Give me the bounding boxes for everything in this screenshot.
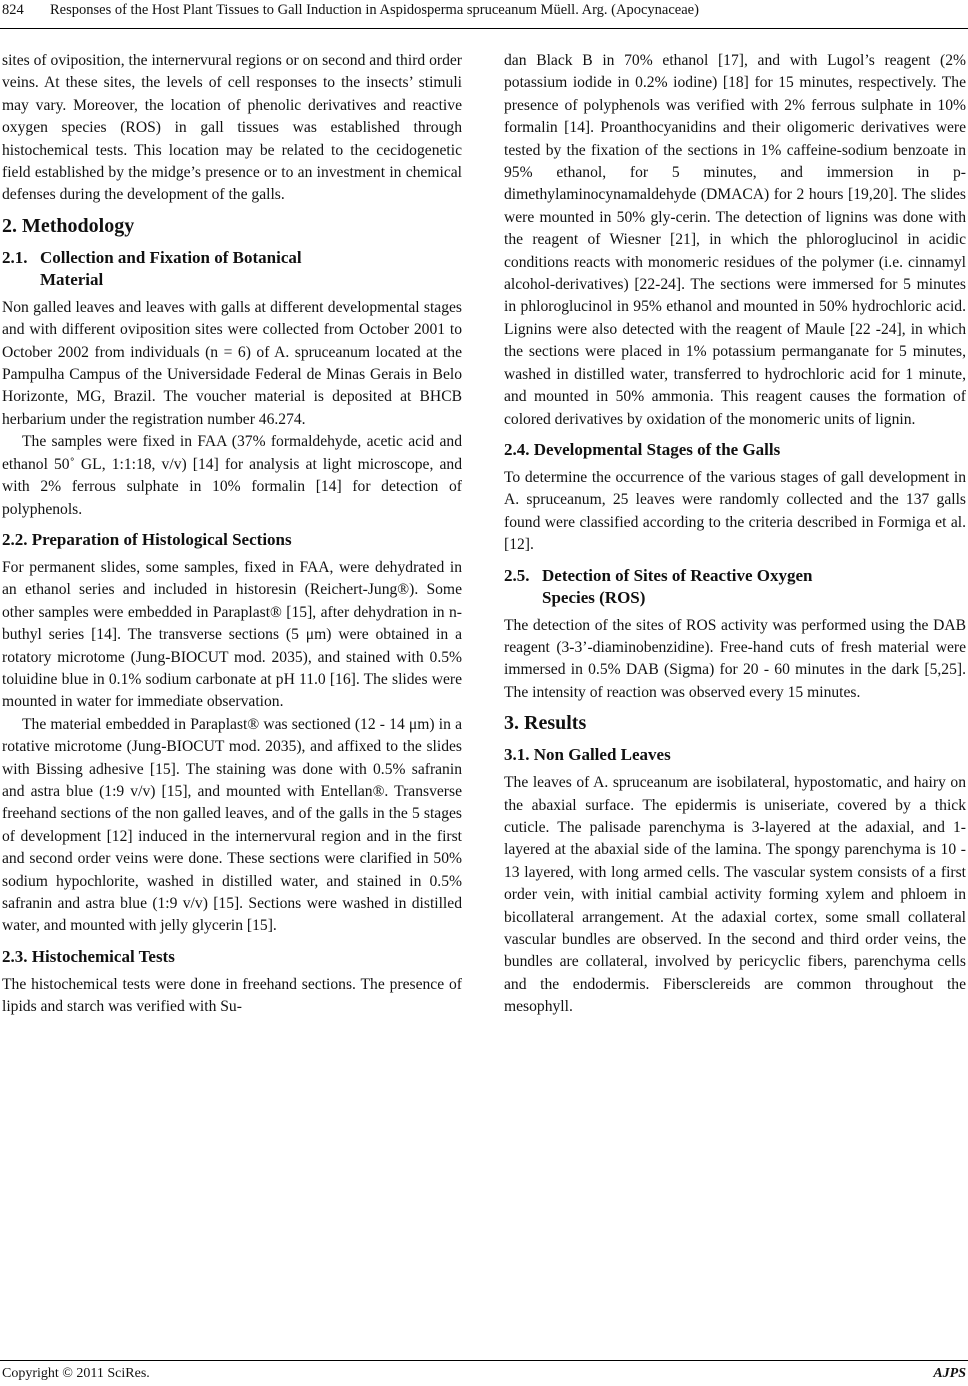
paragraph-ros: The detection of the sites of ROS activity was performed using the DAB reagent (3-3’-diaminobenzidine). Free-hand cuts of fresh material were immersed in 0.5% DAB (Sigma) for 20 - 60 minutes in the dark [5,25]. The intensity of reaction was observed every 15 minutes.	[504, 616, 966, 701]
subsection-heading-collection	[2, 247, 462, 291]
subsection-heading-non-galled: 3.1. Non Galled Leaves	[504, 745, 671, 765]
left-column	[2, 50, 462, 1019]
subsection-number: 2.1.	[2, 247, 28, 267]
subsection-heading-developmental: 2.4. Developmental Stages of the Galls	[504, 439, 781, 459]
copyright-notice: Copyright © 2011 SciRes.	[2, 1366, 150, 1381]
subsection-title-line2: Species (ROS)	[542, 587, 646, 607]
journal-abbreviation: AJPS	[933, 1366, 966, 1381]
subsection-heading-histochemical: 2.3. Histochemical Tests	[2, 946, 175, 966]
paragraph-histochemical: The histochemical tests were done in freehand sections. The presence of lipids and starch was verified with Su-	[2, 975, 462, 1016]
subsection-title-line1: Collection and Fixation of Botanical	[40, 247, 302, 267]
intro-continuation: sites of oviposition, the internervural regions or on second and third order veins. At these sites, the levels of cell responses to the insects’ stimuli may vary. Moreover, the location of phenolic derivatives and reactive oxygen species (ROS) in gall tissues was established through histochemical tests. This location may be related to the cecidogenetic field established by the midge’s presence or to an investment in chemical defenses during the development of the galls.	[2, 52, 462, 204]
subsection-heading-preparation: 2.2. Preparation of Histological Sections	[2, 529, 292, 549]
paragraph-permanent-slides: For permanent slides, some samples, fixed in FAA, were dehydrated in an ethanol series and included in historesin (Reichert-Jung®). Some other samples were embedded in Paraplast® [15], after dehydration in n- buthyl series [14]. The transverse sections (5 μm) were obtained in a rotatory microtome (Jung-BIOCUT mod. 2035), and stained with 0.5% toluidine blue in 0.1% sodium carbonate at pH 11.0 [16]. The slides were mounted in water for immediate observation.	[2, 558, 462, 711]
section-heading-methodology: 2. Methodology	[2, 214, 135, 237]
header-divider	[0, 28, 968, 29]
subsection-number: 2.5.	[504, 565, 530, 585]
page-number: 824	[2, 2, 24, 18]
paragraph-non-galled: The leaves of A. spruceanum are isobilateral, hypostomatic, and hairy on the abaxial surface. The epidermis is uniseriate, covered by a thick cuticle. The palisade parenchyma is 3-layered at the adaxial, and 1-layered at the abaxial side of the lamina. The spongy parenchyma is 10 - 13 layered, with long armed cells. The vascular system consists of a first order vein, with initial cambial activity forming xylem and phloem in bicollateral arrangement. At the adaxial cortex, some small collateral vascular bundles are observed. In the second and third order veins, the bundles are collateral, involved by pericyclic fibers, parenchyma cells and the endodermis. Fibersclereids are common throughout the mesophyll.	[504, 774, 966, 1016]
paragraph-paraplast: The material embedded in Paraplast® was sectioned (12 - 14 μm) in a rotative microtome (Jung-BIOCUT mod. 2035), and affixed to the slides with Bissing adhesive [15]. The staining was done with 0.5% safranin and astra blue (1:9 v/v) [15], and mounted with Entellan®. Transverse freehand sections of the non galled leaves, and of the galls in the 5 stages of development [12] induced in the internervural region and in the first and second order veins were done. These sections were clarified in 50% sodium hypochlorite, washed in distilled water, and stained in 0.5% safranin and astra blue (1:9 v/v) [15]. Sections were washed in distilled water, and mounted with jelly glycerin [15].	[2, 715, 462, 935]
subsection-title-line1: Detection of Sites of Reactive Oxygen	[542, 565, 813, 585]
paragraph-collection: Non galled leaves and leaves with galls at different developmental stages and with different oviposition sites were collected from October 2001 to October 2002 from individuals (n = 6) of A. spruceanum located at the Pampulha Campus of the Universidade Federal de Minas Gerais in Belo Horizonte, MG, Brazil. The voucher material is deposited at BHCB herbarium under the registration number 46.274.	[2, 298, 462, 428]
right-column	[504, 50, 966, 1019]
paragraph-developmental: To determine the occurrence of the various stages of gall development in A. spruceanum, 25 leaves were randomly collected and the 137 galls found were classified according to the criteria described in Formiga et al. [12].	[504, 468, 966, 554]
subsection-title-line2: Material	[40, 269, 104, 289]
page-header	[0, 0, 968, 26]
subsection-heading-ros	[504, 565, 966, 609]
paragraph-fixation: The samples were fixed in FAA (37% formaldehyde, acetic acid and ethanol 50˚ GL, 1:1:18, v/v) [14] for analysis at light microscope, and with 2% ferrous sulphate in 10% formalin [14] for detection of polyphenols.	[2, 433, 462, 518]
section-heading-results: 3. Results	[504, 712, 587, 735]
paragraph-histochemical-continued: dan Black B in 70% ethanol [17], and with Lugol’s reagent (2% potassium iodide in 0.2% iodine) [18] for 15 minutes, respectively. The presence of polyphenols was verified with 2% ferrous sulphate in 10% formalin [14]. Proanthocyanidins and their oligomeric derivatives were tested by the fixation of the sections in 1% caffeine-sodium benzoate in 95% ethanol, for 5 minutes, and immersion in p-dimethylaminocynamaldehyde (DMACA) for 2 hours [19,20]. The slides were mounted in 50% gly-cerin. The detection of lignins was done with the reagent of Wiesner [21], in which the phloroglucinol in acidic conditions reacts with monomeric residues of the polymer (i.e. cinnamyl alcohol-derivatives) [22-24]. The sections were immersed for 5 minutes in phloroglucinol in 95% ethanol and mounted in 50% hydrochloric acid. Lignins were also detected with the reagent of Maule [22 -24], in which the sections were placed in 1% potassium permanganate for 5 minutes, washed in distilled water, transferred to hydrochloric acid for 1 minute, and mounted in 50% ammonia. This reagent causes the formation of colored derivatives by oxidation of the monomeric units of lignin.	[504, 52, 966, 428]
footer-divider	[0, 1360, 968, 1361]
running-title: Responses of the Host Plant Tissues to Gall Induction in Aspidosperma spruceanum Müell. Arg. (Apocynaceae)	[50, 2, 699, 18]
